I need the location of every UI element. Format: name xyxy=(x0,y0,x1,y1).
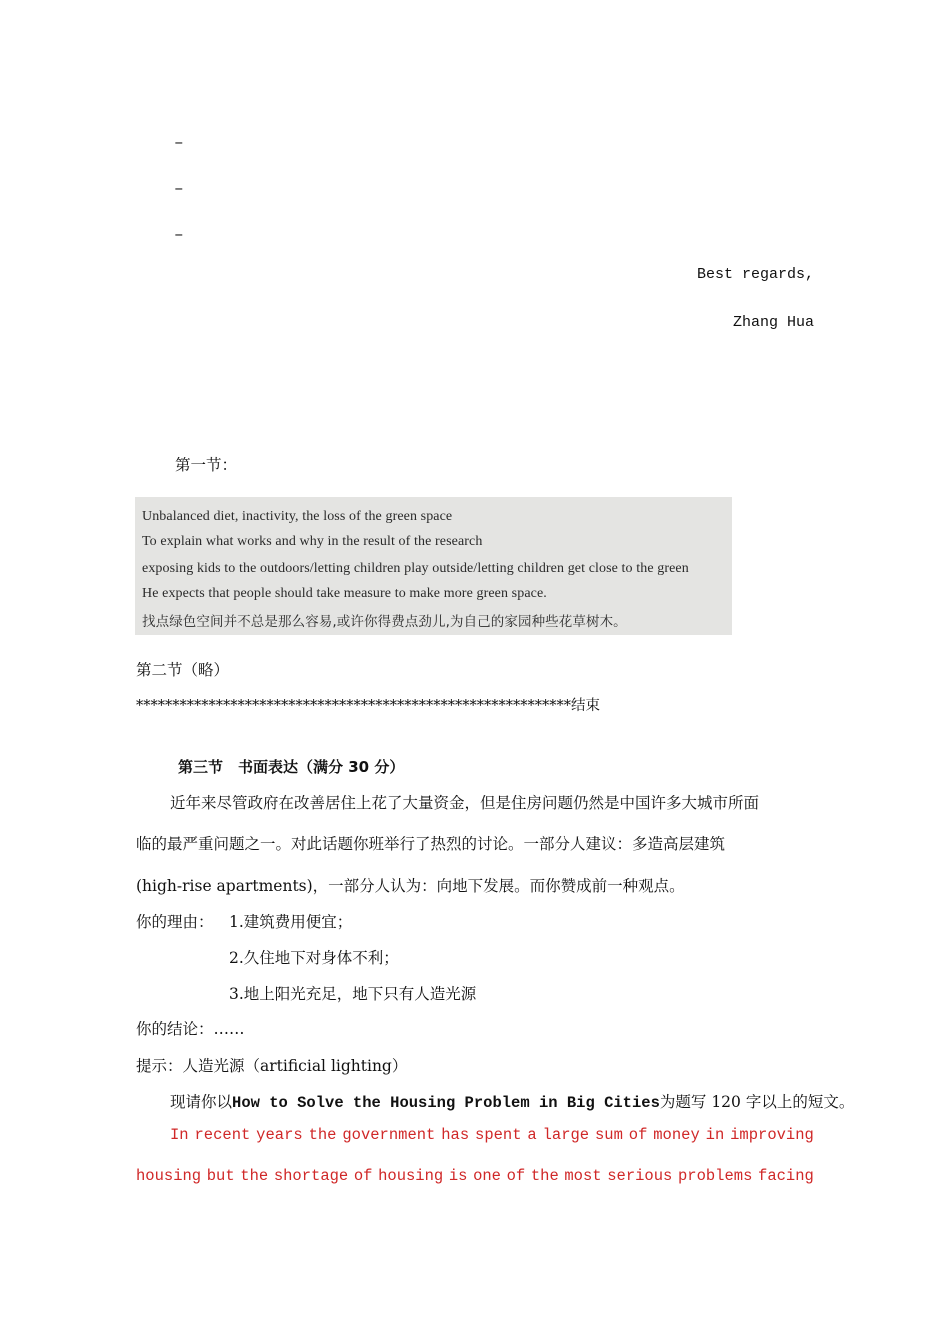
essay-line-words xyxy=(170,1126,814,1144)
essay-word: serious xyxy=(607,1167,673,1185)
essay-word: the xyxy=(240,1167,269,1185)
essay-word: In xyxy=(170,1126,189,1144)
essay-word: of xyxy=(353,1167,373,1185)
essay-word: has xyxy=(441,1126,470,1144)
answer-line: Unbalanced diet, inactivity, the loss of the green space xyxy=(142,509,453,524)
essay-word: is xyxy=(448,1167,468,1185)
essay-word: problems xyxy=(677,1167,753,1185)
section1-label: 第一节： xyxy=(175,456,238,474)
bullet-dash: – xyxy=(174,180,184,198)
essay-word: of xyxy=(628,1126,648,1144)
bullet-dash: – xyxy=(174,134,184,152)
essay-word: improving xyxy=(730,1126,814,1144)
answer-line: 找点绿色空间并不总是那么容易,或许你得费点劲儿,为自己的家园种些花草树木。 xyxy=(142,614,627,630)
end-marker: ************************************************************结束 xyxy=(136,698,600,714)
essay-word: housing xyxy=(378,1167,444,1185)
essay-word: shortage xyxy=(273,1167,349,1185)
essay-word: in xyxy=(705,1126,725,1144)
essay-word: spent xyxy=(475,1126,522,1144)
reason-item: 1.建筑费用便宜； xyxy=(229,913,353,931)
essay-word: money xyxy=(653,1126,700,1144)
essay-word: most xyxy=(564,1167,602,1185)
essay-word: one xyxy=(473,1167,501,1185)
essay-word: government xyxy=(342,1126,436,1144)
task-title: How to Solve the Housing Problem in Big Cities xyxy=(232,1094,660,1112)
essay-word: housing xyxy=(136,1167,202,1185)
essay-line-words xyxy=(136,1167,814,1185)
essay-word: sum xyxy=(594,1126,623,1144)
essay-word: years xyxy=(256,1126,303,1144)
task-suffix: 为题写 120 字以上的短文。 xyxy=(659,1093,855,1111)
essay-word: facing xyxy=(758,1167,814,1185)
letter-closing: Best regards, xyxy=(696,266,814,283)
answer-line: He expects that people should take measure to make more green space. xyxy=(142,586,547,601)
section3-heading: 第三节 书面表达（满分 30 分） xyxy=(178,758,405,776)
letter-signature: Zhang Hua xyxy=(732,314,814,331)
essay-word: the xyxy=(308,1126,337,1144)
intro-line: (high-rise apartments)，一部分人认为：向地下发展。而你赞成前一种观点。 xyxy=(136,877,685,895)
task-line xyxy=(170,1090,854,1112)
bullet-dash: – xyxy=(174,226,184,244)
essay-word: large xyxy=(542,1126,590,1144)
reasons-label: 你的理由： xyxy=(136,913,214,931)
conclusion-line: 你的结论：…… xyxy=(136,1020,245,1038)
intro-line: 近年来尽管政府在改善居住上花了大量资金，但是住房问题仍然是中国许多大城市所面 xyxy=(170,794,760,812)
intro-line: 临的最严重问题之一。对此话题你班举行了热烈的讨论。一部分人建议：多造高层建筑 xyxy=(136,835,726,853)
essay-word: the xyxy=(530,1167,559,1185)
hint-line: 提示：人造光源（artificial lighting） xyxy=(136,1057,408,1075)
essay-line xyxy=(136,1167,814,1185)
essay-word: of xyxy=(506,1167,526,1185)
essay-word: a xyxy=(527,1126,537,1144)
scanned-answer-image xyxy=(135,497,732,635)
reason-item: 3.地上阳光充足，地下只有人造光源 xyxy=(229,985,477,1003)
essay-word: but xyxy=(206,1167,235,1185)
section2-label: 第二节（略） xyxy=(136,661,230,679)
task-prefix: 现请你以 xyxy=(170,1093,233,1111)
answer-line: To explain what works and why in the result of the research xyxy=(142,534,483,549)
essay-line xyxy=(170,1126,814,1144)
essay-word: recent xyxy=(194,1126,251,1144)
answer-line: exposing kids to the outdoors/letting children play outside/letting children get close to the green xyxy=(142,561,689,576)
reason-item: 2.久住地下对身体不利； xyxy=(229,949,399,967)
